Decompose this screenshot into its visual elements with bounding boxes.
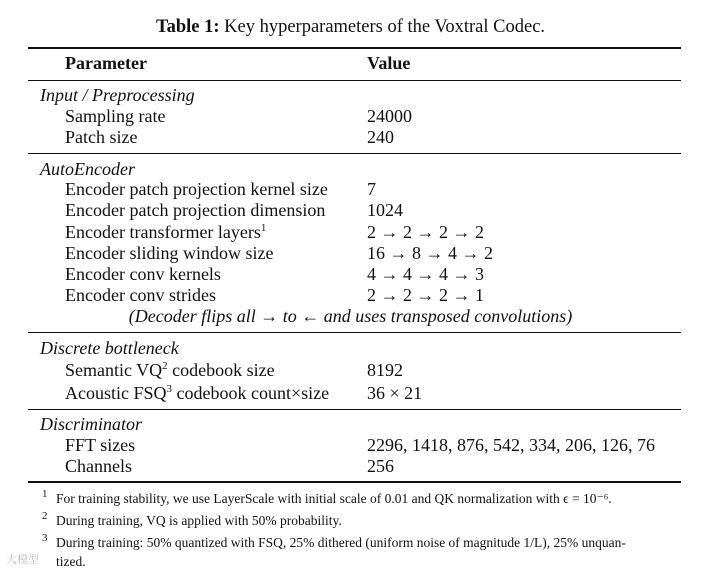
watermark: 大模型	[6, 553, 39, 566]
section-title-discriminator: Discriminator	[40, 414, 143, 434]
value-cell: 8192	[367, 360, 403, 380]
section-title-autoencoder: AutoEncoder	[40, 159, 135, 179]
value-cell: 240	[367, 127, 394, 147]
table-caption-label: Table 1:	[155, 17, 220, 37]
table-row	[0, 264, 701, 285]
table-row	[0, 435, 701, 456]
decoder-note: (Decoder flips all → to ← and uses transposed convolutions)	[128, 306, 573, 326]
table-row	[0, 285, 701, 306]
header-rule	[28, 80, 681, 81]
param-cell: Encoder patch projection kernel size	[65, 179, 328, 199]
value-cell: 2 → 2 → 2 → 1	[367, 285, 484, 305]
footnote-ref: 3	[166, 383, 173, 395]
value-cell: 2 → 2 → 2 → 2	[367, 222, 484, 242]
param-cell: Encoder sliding window size	[65, 243, 274, 263]
table-row	[0, 200, 701, 221]
param-text: codebook count×size	[172, 383, 330, 403]
table-row	[0, 222, 701, 243]
table-row	[0, 179, 701, 200]
param-text: Semantic VQ	[65, 360, 163, 380]
param-text: Encoder transformer layers	[65, 222, 261, 242]
param-cell: Sampling rate	[65, 106, 166, 126]
value-cell: 16 → 8 → 4 → 2	[367, 243, 493, 263]
footnote-ref: 2	[162, 360, 168, 372]
table-row	[0, 106, 701, 127]
param-cell: FFT sizes	[65, 435, 136, 455]
footnote-text: During training: 50% quantized with FSQ, 25% dithered (uniform noise of magnitude 1/L), 25% unquan-	[56, 535, 626, 550]
value-cell: 24000	[367, 106, 412, 126]
section-rule	[28, 153, 681, 154]
footnote-number: 1	[42, 488, 48, 500]
section-title-bottleneck: Discrete bottleneck	[40, 338, 179, 358]
param-cell	[65, 360, 275, 381]
param-cell: Encoder conv strides	[65, 285, 216, 305]
section-rule	[28, 409, 681, 410]
param-text: codebook size	[167, 360, 275, 380]
column-header-parameter: Parameter	[65, 53, 147, 73]
footnote-ref: 1	[260, 222, 267, 234]
footnote-number: 3	[42, 532, 48, 544]
bottom-rule	[28, 481, 681, 483]
value-cell: 2296, 1418, 876, 542, 334, 206, 126, 76	[367, 435, 655, 455]
table-row	[0, 456, 701, 477]
table-row	[0, 243, 701, 264]
value-cell: 256	[367, 456, 394, 476]
value-cell: 7	[367, 179, 376, 199]
footnote-text: For training stability, we use LayerScale with initial scale of 0.01 and QK normalization with ϵ = 10⁻⁶.	[56, 491, 612, 506]
table-caption-text: Key hyperparameters of the Voxtral Codec.	[219, 17, 546, 37]
section-rule	[28, 332, 681, 333]
table-header	[0, 53, 701, 74]
value-cell: 1024	[367, 200, 403, 220]
table-row	[0, 360, 701, 381]
table-row	[0, 383, 701, 404]
param-cell: Encoder conv kernels	[65, 264, 221, 284]
param-cell	[65, 222, 266, 243]
column-header-value: Value	[367, 53, 411, 73]
param-cell: Patch size	[65, 127, 138, 147]
value-cell: 36 × 21	[367, 383, 423, 403]
footnote-3-continuation: tized.	[56, 554, 86, 569]
value-cell: 4 → 4 → 4 → 3	[367, 264, 484, 284]
top-rule	[28, 47, 681, 49]
footnote-text: During training, VQ is applied with 50% probability.	[56, 513, 342, 528]
param-cell	[65, 383, 329, 404]
param-cell: Channels	[65, 456, 132, 476]
table-caption	[0, 17, 701, 38]
footnote-number: 2	[42, 510, 48, 522]
table-row	[0, 127, 701, 148]
param-cell: Encoder patch projection dimension	[65, 200, 326, 220]
section-title-input: Input / Preprocessing	[40, 85, 195, 105]
param-text: Acoustic FSQ	[65, 383, 167, 403]
